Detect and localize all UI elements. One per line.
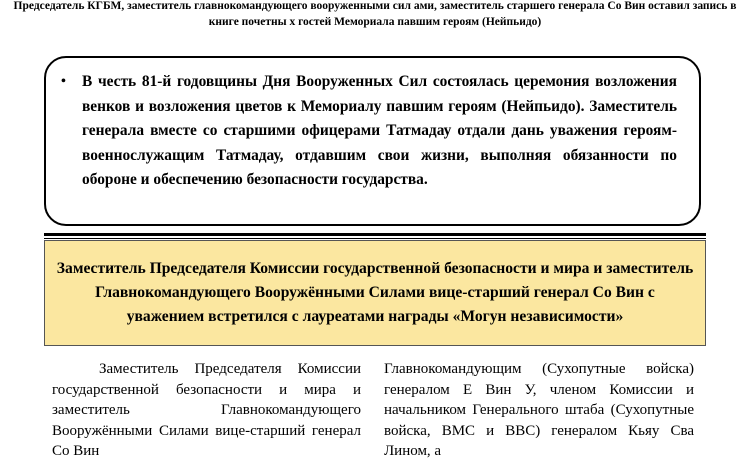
bullet-icon: • [61,74,66,89]
article-headline: Заместитель Председателя Комиссии государственной безопасности и мира и заместитель Главнокомандующего Вооружёнными Силами вице-старший генерал Со Вин с уважением встретился с лауреатами награды «Могун независимости» [56,260,694,325]
headline-box [44,240,706,346]
summary-box [44,56,701,226]
article-column-right: Главнокомандующим (Сухопутные войска) генералом Е Вин У, членом Комиссии и начальником Генерального штаба (Сухопутные войска, ВМС и ВВС) генералом Кьяу Сва Лином, а [384,361,694,459]
summary-item [61,70,677,193]
section-divider-thin [44,238,706,239]
summary-list [61,70,677,193]
summary-text: В честь 81-й годовщины Дня Вооруженных Сил состоялась церемония возложения венков и возложения цветов к Мемориалу павшим героям (Нейпьидо). Заместитель генерала вместе со старшими офицерами Татмадау отдали дань уважения героям-военнослужащим Татмадау, отдавшим свои жизни, выполняя обязанности по обороне и обеспечению безопасности государства. [82,73,677,188]
section-divider-thick [44,233,706,236]
photo-caption: Председатель КГБМ, заместитель главнокомандующего вооруженными сил ами, заместитель старшего генерала Со Вин оставил запись в книге почетны х гостей Мемориала павшим героям (Нейпьидо) [13,0,737,28]
article-column-left: Заместитель Председателя Комиссии государственной безопасности и мира и заместитель Главнокомандующего Вооружёнными Силами вице-старший генерал Со Вин [52,361,361,459]
